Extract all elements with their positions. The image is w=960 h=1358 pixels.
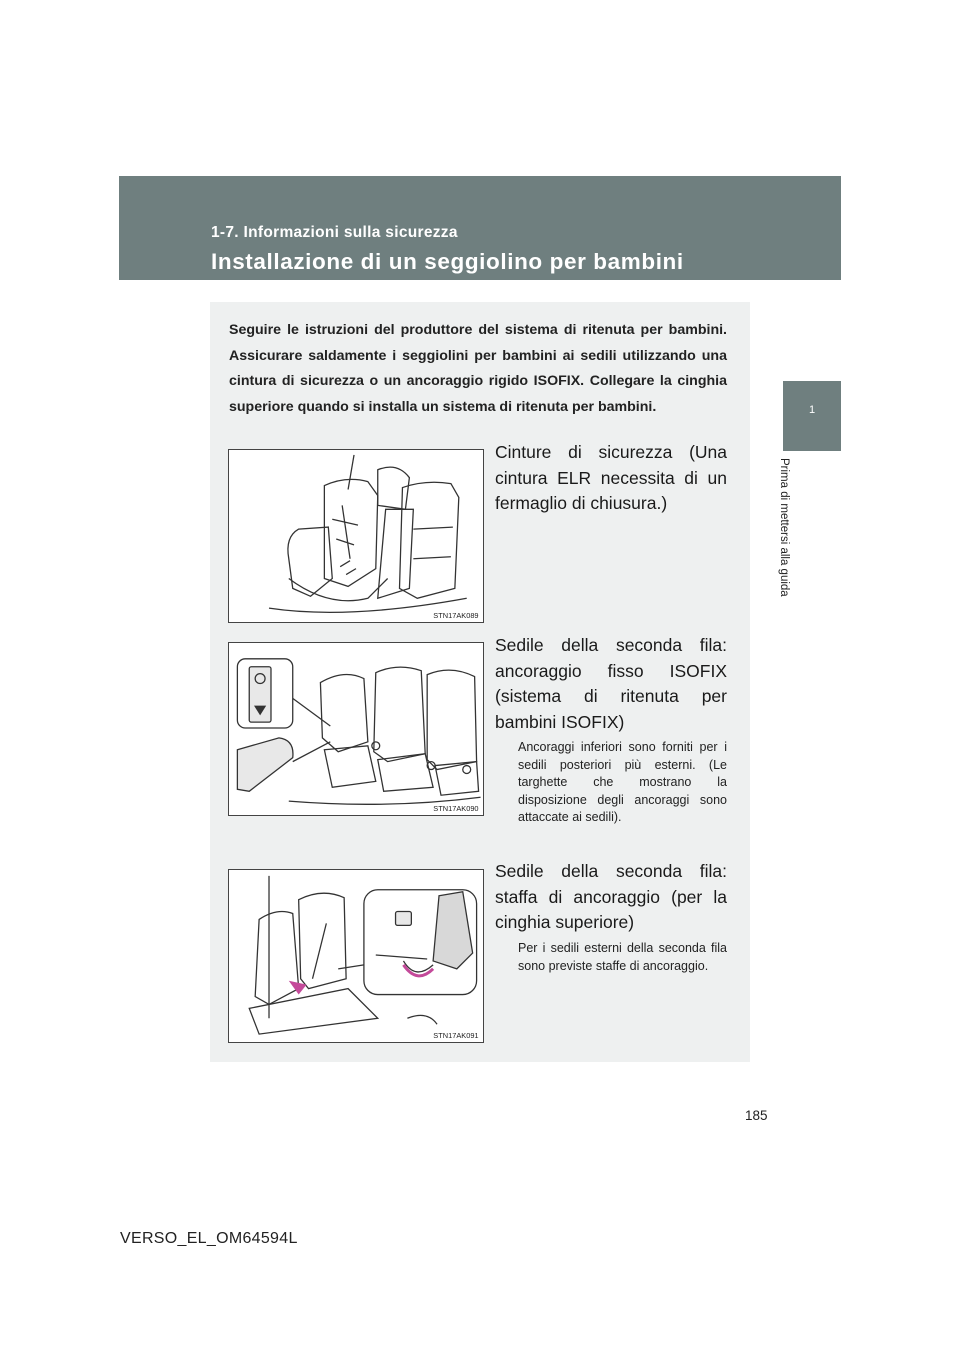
chapter-label <box>764 458 814 640</box>
document-code: VERSO_EL_OM64594L <box>120 1230 298 1247</box>
item-heading-tether: Sedile della seconda fila: staffa di ancoraggio (per la cinghia superiore) <box>495 861 727 932</box>
section-label: 1-7. Informazioni sulla sicurezza <box>211 224 458 241</box>
figure-isofix-anchor <box>228 642 484 816</box>
page-number: 185 <box>745 1108 768 1123</box>
chapter-number: 1 <box>808 404 816 416</box>
figure-code: STN17AK089 <box>433 611 479 621</box>
page-title: Installazione di un seggiolino per bambini <box>211 249 684 274</box>
child-seat-belt-illustration <box>229 450 483 622</box>
figure-seatbelt-child-seat <box>228 449 484 623</box>
isofix-illustration <box>229 643 483 815</box>
item-note-tether: Per i sedili esterni della seconda fila sono previste staffe di ancoraggio. <box>518 941 727 973</box>
figure-code: STN17AK091 <box>433 1031 479 1041</box>
figure-code: STN17AK090 <box>433 804 479 814</box>
tether-bracket-illustration <box>229 870 483 1042</box>
item-heading-isofix: Sedile della seconda fila: ancoraggio fisso ISOFIX (sistema di ritenuta per bambini ISOFIX) <box>495 635 727 732</box>
item-note-isofix: Ancoraggi inferiori sono forniti per i sedili posteriori più esterni. (Le targhette che mostrano la disposizione degli ancoraggi sono attaccate ai sedili). <box>518 740 727 824</box>
intro-paragraph: Seguire le istruzioni del produttore del sistema di ritenuta per bambini. Assicurare saldamente i seggiolini per bambini ai sedili utilizzando una cintura di sicurezza o un ancoraggio rigido ISOFIX. Collegare la cinghia superiore quando si installa un sistema di ritenuta per bambini. <box>229 322 727 415</box>
chapter-tab <box>783 381 841 451</box>
figure-tether-bracket <box>228 869 484 1043</box>
item-heading-seatbelt: Cinture di sicurezza (Una cintura ELR necessita di un fermaglio di chiusura.) <box>495 442 727 513</box>
chapter-label-text: Prima di mettersi alla guida <box>778 458 790 597</box>
